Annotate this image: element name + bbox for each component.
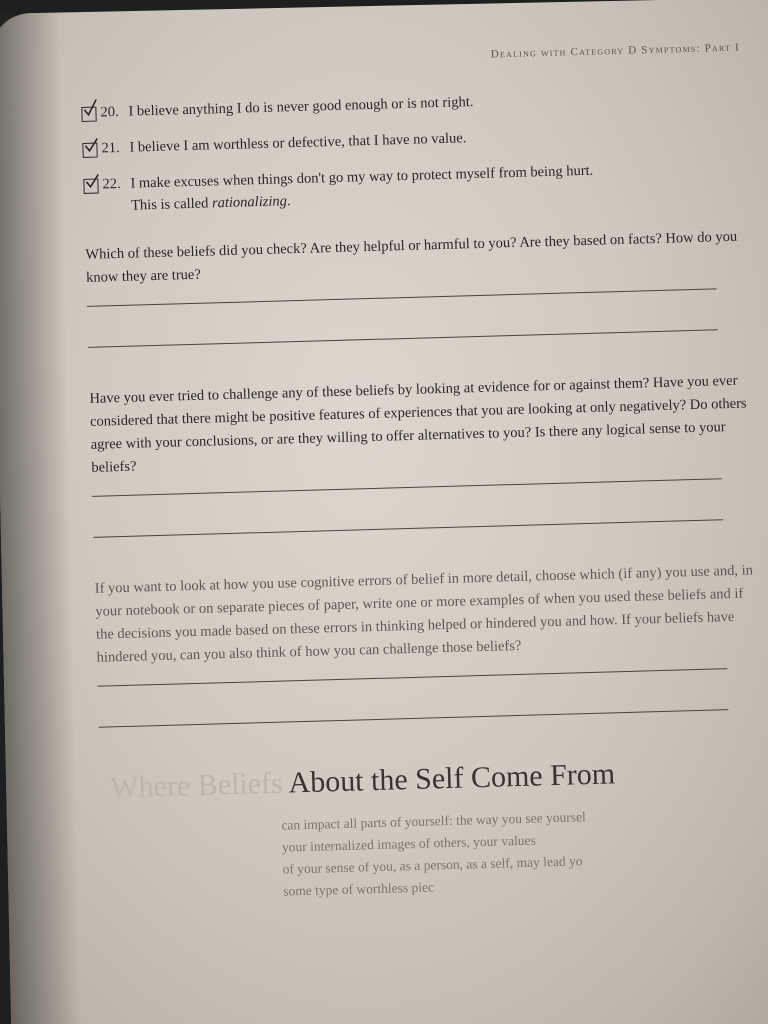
item-emphasis: rationalizing xyxy=(211,193,288,212)
checkbox-checked[interactable] xyxy=(81,107,96,122)
answer-line[interactable] xyxy=(87,288,717,307)
checklist-item-21 xyxy=(82,120,742,160)
answer-line[interactable] xyxy=(99,709,729,728)
answer-line[interactable] xyxy=(97,668,727,687)
page-content xyxy=(80,42,763,908)
section-body xyxy=(101,801,763,907)
check-mark-icon xyxy=(84,135,98,153)
prompt-3: If you want to look at how you use cognitive errors of belief in more detail, choose which (if any) you use and, in your notebook or on separate pieces of paper, write one or more examples of when you used these beliefs and if the decisions you made based on these errors in thinking helped or hindered you and how. If your beliefs have hindered you, can you also think of how you can challenge those beliefs? xyxy=(94,562,754,666)
spine-shadow xyxy=(0,13,82,1024)
item-number: 21. xyxy=(101,139,120,157)
section-body-line: of your sense of you, as a person, as a self, may lead yo xyxy=(282,853,583,877)
item-number: 20. xyxy=(100,103,119,121)
answer-line[interactable] xyxy=(93,519,723,538)
running-head: Dealing with Category D Symptoms: Part I xyxy=(490,41,741,61)
prompt-1: Which of these beliefs did you check? Are they helpful or harmful to you? Are they based on facts? How do you know they are true? xyxy=(85,228,738,286)
item-text-line1: I make excuses when things don't go my way to protect myself from being hurt. xyxy=(130,162,594,192)
checklist-item-22 xyxy=(83,156,744,218)
item-text xyxy=(130,156,744,217)
checkbox-checked[interactable] xyxy=(82,143,97,158)
answer-line[interactable] xyxy=(88,329,718,348)
section-heading-start: Where Beliefs xyxy=(109,766,289,805)
check-mark-icon xyxy=(85,171,99,189)
checklist-item-20 xyxy=(81,84,741,124)
item-text: I believe I am worthless or defective, that I have no value. xyxy=(129,130,467,156)
check-mark-icon xyxy=(83,99,97,117)
section-heading-end: About the Self Come From xyxy=(288,757,616,800)
checkbox-checked[interactable] xyxy=(83,179,98,194)
prompt-2: Have you ever tried to challenge any of these beliefs by looking at evidence for or against them? Have you ever considered that there might be positive features of experiences that you are looking at only negatively? Do others agree with your conclusions, or are they willing to offer alternatives to you? Is there any logical sense to your beliefs? xyxy=(89,372,747,476)
item-text: I believe anything I do is never good enough or is not right. xyxy=(128,94,474,120)
section-heading xyxy=(100,753,761,805)
item-number: 22. xyxy=(102,175,121,193)
section-body-line: your internalized images of others, your values xyxy=(281,832,536,855)
section-body-line: can impact all parts of yourself: the way you see yoursel xyxy=(281,809,586,833)
section-body-line: some type of worthless piec xyxy=(283,879,435,899)
item-text-period: . xyxy=(286,193,291,210)
item-text-line2: This is called xyxy=(130,195,213,214)
answer-line[interactable] xyxy=(92,478,722,497)
